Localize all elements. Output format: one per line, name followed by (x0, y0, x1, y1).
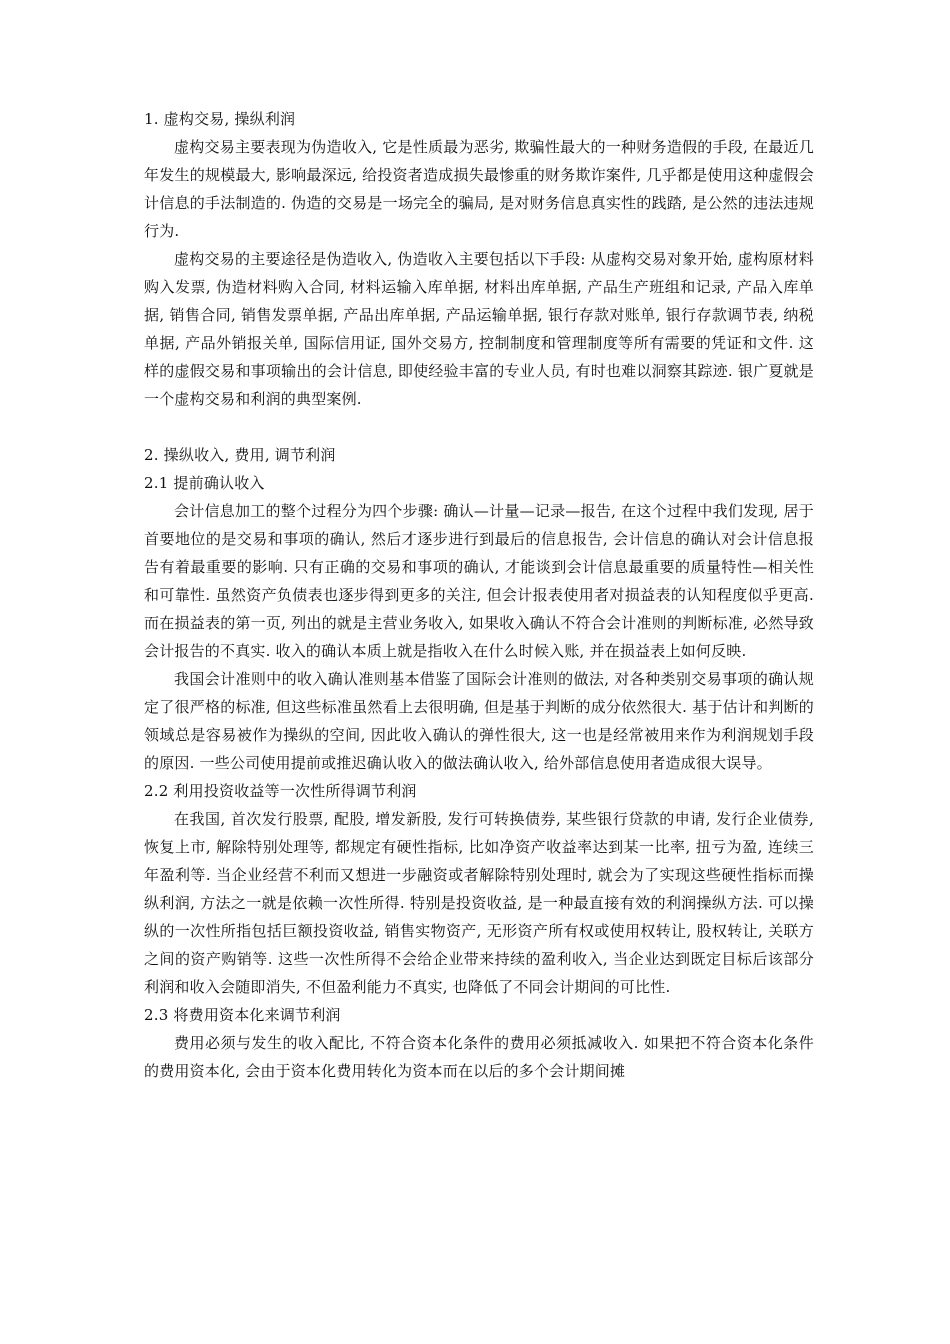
section-2-heading: 2. 操纵收入, 费用, 调节利润 (144, 446, 336, 464)
section-2-3-heading: 2.3 将费用资本化来调节利润 (144, 1006, 341, 1024)
section-gap (144, 413, 814, 441)
section-1-paragraph-2: 虚构交易的主要途径是伪造收入, 伪造收入主要包括以下手段: 从虚构交易对象开始, 虚构原材料购入发票, 伪造材料购入合同, 材料运输入库单据, 材料出库单据, 产品生产班组和记录, 产品入库单据, 销售合同, 销售发票单据, 产品出库单据, 产品运输单据, 银行存款对账单, 银行存款调节表, 纳税单据, 产品外销报关单, 国际信用证, 国外交易方, 控制制度和管理制度等所有需要的凭证和文件. 这样的虚假交易和事项输出的会计信息, 即使经验丰富的专业人员, 有时也难以洞察其踪迹. 银广夏就是一个虚构交易和利润的典型案例. (144, 250, 814, 408)
section-2-2-paragraph-1: 在我国, 首次发行股票, 配股, 增发新股, 发行可转换债券, 某些银行贷款的申请, 发行企业债券, 恢复上市, 解除特别处理等, 都规定有硬性指标, 比如净资产收益率达到某一比率, 扭亏为盈, 连续三年盈利等. 当企业经营不利而又想进一步融资或者解除特别处理时, 就会为了实现这些硬性指标而操纵利润, 方法之一就是依赖一次性所得. 特别是投资收益, 是一种最直接有效的利润操纵方法. 可以操纵的一次性所指包括巨额投资收益, 销售实物资产, 无形资产所有权或使用权转让, 股权转让, 关联方之间的资产购销等. 这些一次性所得不会给企业带来持续的盈利收入, 当企业达到既定目标后该部分利润和收入会随即消失, 不但盈利能力不真实, 也降低了不同会计期间的可比性. (144, 810, 814, 996)
section-2-1-paragraph-1: 会计信息加工的整个过程分为四个步骤: 确认—计量—记录—报告, 在这个过程中我们发现, 居于首要地位的是交易和事项的确认, 然后才逐步进行到最后的信息报告, 会计信息的确认对会计信息报告有着最重要的影响. 只有正确的交易和事项的确认, 才能谈到会计信息最重要的质量特性—相关性和可靠性. 虽然资产负债表也逐步得到更多的关注, 但会计报表使用者对损益表的认知程度似乎更高. 而在损益表的第一页, 列出的就是主营业务收入, 如果收入确认不符合会计准则的判断标准, 必然导致会计报告的不真实. 收入的确认本质上就是指收入在什么时候入账, 并在损益表上如何反映. (144, 502, 814, 660)
section-2-3-paragraph-1: 费用必须与发生的收入配比, 不符合资本化条件的费用必须抵减收入. 如果把不符合资本化条件的费用资本化, 会由于资本化费用转化为资本而在以后的多个会计期间摊 (144, 1034, 814, 1080)
document-page (144, 105, 814, 1085)
section-2-1-heading: 2.1 提前确认收入 (144, 474, 265, 492)
section-1-heading: 1. 虚构交易, 操纵利润 (144, 110, 296, 128)
section-2-2-heading: 2.2 利用投资收益等一次性所得调节利润 (144, 782, 417, 800)
section-1-paragraph-1: 虚构交易主要表现为伪造收入, 它是性质最为恶劣, 欺骗性最大的一种财务造假的手段, 在最近几年发生的规模最大, 影响最深远, 给投资者造成损失最惨重的财务欺诈案件, 几乎都是使用这种虚假会计信息的手法制造的. 伪造的交易是一场完全的骗局, 是对财务信息真实性的践踏, 是公然的违法违规行为. (144, 138, 814, 240)
section-2-1-paragraph-2: 我国会计准则中的收入确认准则基本借鉴了国际会计准则的做法, 对各种类别交易事项的确认规定了很严格的标准, 但这些标准虽然看上去很明确, 但是基于判断的成分依然很大. 基于估计和判断的领域总是容易被作为操纵的空间, 因此收入确认的弹性很大, 这一也是经常被用来作为利润规划手段的原因. 一些公司使用提前或推迟确认收入的做法确认收入, 给外部信息使用者造成很大误导。 (144, 670, 814, 772)
